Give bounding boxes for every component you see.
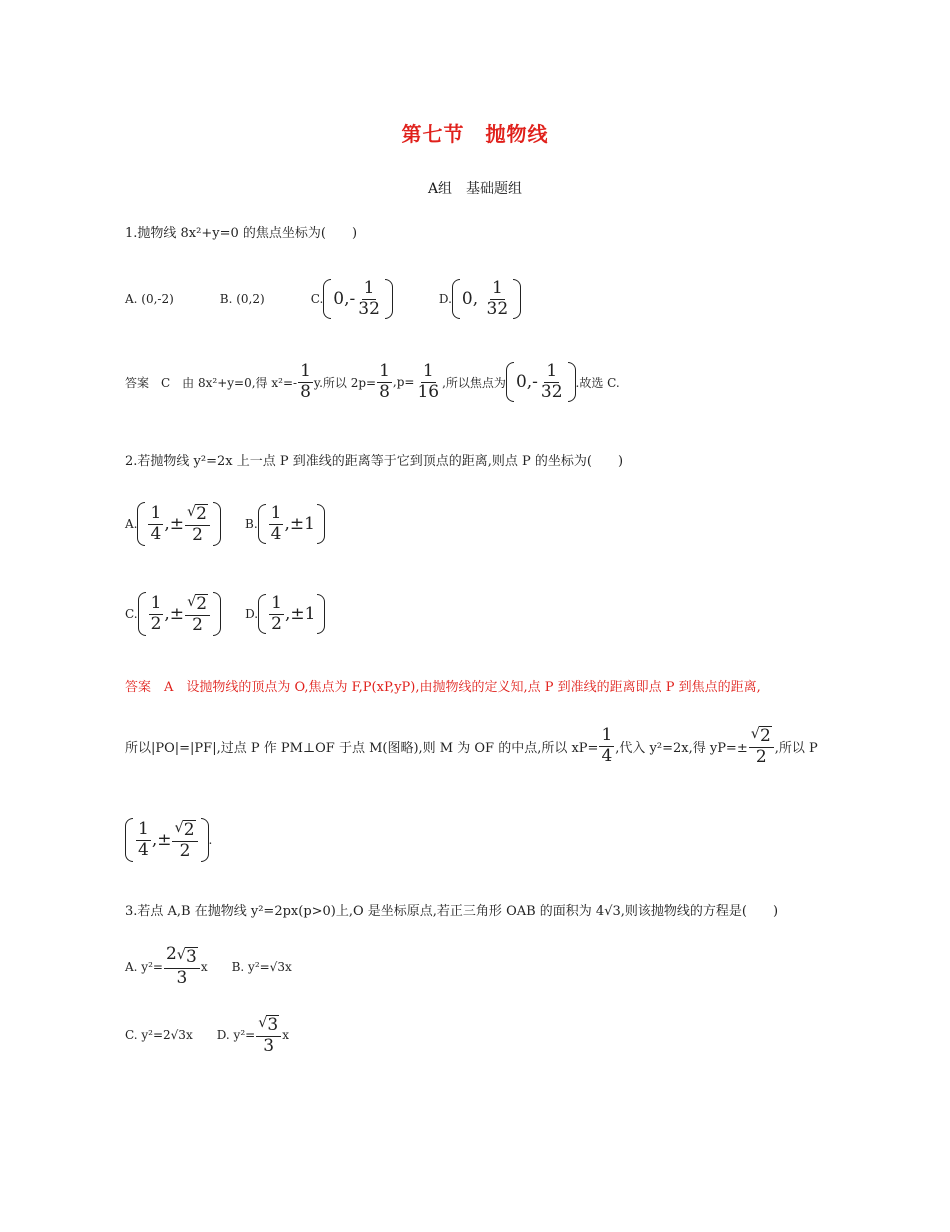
question-2-answer-line-2: 所以|PO|=|PF|,过点 P 作 PM⊥OF 于点 M(图略),则 M 为 OF 的中点,所以 xP= $\frac{1}{4}$ ,代入 y²=2x,得 yP=± √ 2 2 ,所以 P — [125, 724, 818, 767]
question-2-options-ab — [125, 500, 325, 548]
question-3-stem: 3.若点 A,B 在抛物线 y²=2px(p>0)上,O 是坐标原点,若正三角形 OAB 的面积为 4√3,则该抛物线的方程是( ) — [125, 904, 779, 919]
question-2-answer-point: $\frac{1}{4}$ ,± √ 2 2 . — [125, 816, 212, 864]
q2-option-d-value: $\frac{1}{2}$ ,±1 — [258, 594, 325, 634]
q1-option-c-label: C. — [310, 292, 324, 306]
q3-option-a-fraction: 2 √ 3 3 — [164, 945, 200, 988]
q2-option-c-value: $\frac{1}{2}$ ,± √ 2 2 — [138, 592, 222, 635]
q2-option-a-value: $\frac{1}{4}$ ,± √ 2 2 — [137, 502, 221, 545]
q3-option-d-fraction: √ 3 3 — [256, 1013, 281, 1056]
question-2-stem: 2.若抛物线 y²=2x 上一点 P 到准线的距离等于它到顶点的距离,则点 P 的坐标为( ) — [125, 454, 624, 469]
q3-option-c: C. y²=2√3x — [125, 1028, 193, 1042]
question-1-stem: 1.抛物线 8x²+y=0 的焦点坐标为( ) — [125, 226, 358, 241]
q1-option-a: A. (0,-2) — [125, 292, 174, 306]
section-title: 第七节 抛物线 — [401, 122, 549, 146]
question-3-options-ab: A. y²= 2 √ 3 3 x B. y²=√3x — [125, 944, 292, 988]
q2-option-c-label: C. — [125, 607, 138, 621]
question-1-options — [125, 278, 521, 320]
q1-option-c-value: 0,- $\frac{1}{32}$ — [323, 279, 393, 319]
q2-option-b-label: B. — [245, 517, 258, 531]
q3-option-a-label: A. y²= — [125, 960, 163, 974]
q1-option-b: B. (0,2) — [219, 292, 265, 306]
q2-option-b-value: $\frac{1}{4}$ ,±1 — [258, 504, 325, 544]
q1-option-d-label: D. — [438, 292, 452, 306]
q1-option-d-value: 0, $\frac{1}{32}$ — [452, 279, 521, 319]
q3-option-b: B. y²=√3x — [231, 960, 292, 974]
q2-option-a-label: A. — [125, 517, 138, 531]
question-2-options-cd — [125, 590, 325, 638]
question-3-options-cd: C. y²=2√3x D. y²= √ 3 3 x — [125, 1015, 289, 1056]
question-2-answer-line-1: 答案 A 设抛物线的顶点为 O,焦点为 F,P(xP,yP),由抛物线的定义知,点 P 到准线的距离即点 P 到焦点的距离, — [125, 680, 761, 695]
question-1-answer: 答案 C 由 8x²+y=0,得 x²=- $\frac{1}{8}$ y.所以 2p= $\frac{1}{8}$ ,p= $\frac{1}{16}$ ,所以焦点为 0,- $\frac{1}{32}$ .故选 C. — [125, 360, 620, 402]
q3-option-d-label: D. y²= — [216, 1028, 256, 1042]
q2-option-d-label: D. — [245, 607, 259, 621]
group-subtitle: A组 基础题组 — [427, 181, 523, 197]
